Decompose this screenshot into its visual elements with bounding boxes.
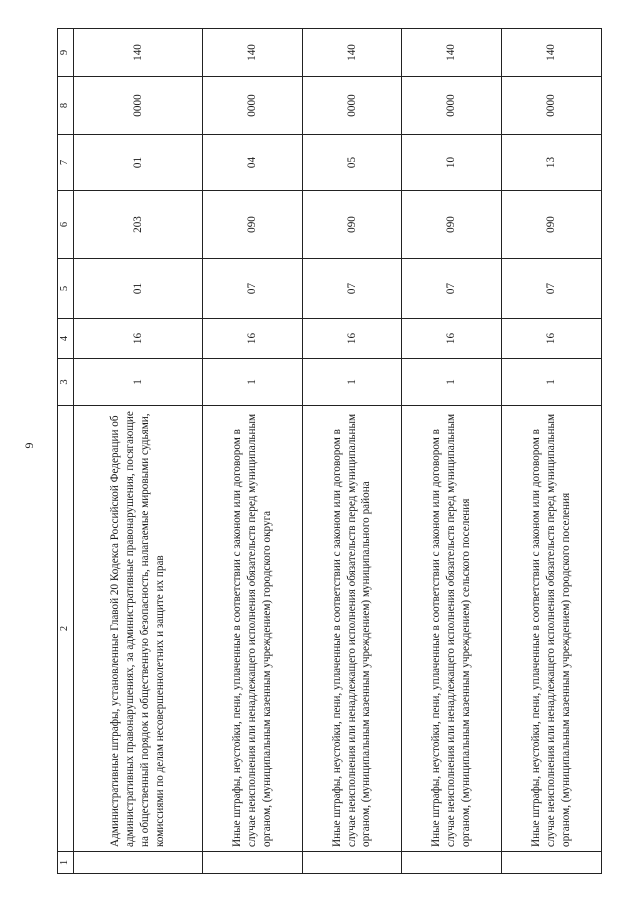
cell-col9: 140 [302,29,401,77]
table-header-row [58,29,74,874]
cell-col4: 16 [501,319,601,359]
cell-col3: 1 [203,359,302,406]
cell-col9: 140 [203,29,302,77]
cell-col3: 1 [302,359,401,406]
cell-col7: 01 [73,135,203,191]
cell-col6: 090 [302,191,401,259]
cell-col5: 07 [501,259,601,319]
cell-description: Иные штрафы, неустойки, пени, уплаченные в соответствии с законом или договором в случае неисполнения или ненадлежащего исполнения обязательств перед муниципальным органом, (муниципальным казенным учреждением) муниципального района [302,406,401,852]
cell-col1 [402,852,501,874]
table-row [203,29,302,874]
cell-col6: 090 [203,191,302,259]
cell-col7: 10 [402,135,501,191]
cell-description: Административные штрафы, установленные Главой 20 Кодекса Российской Федерации об административных правонарушениях, за административные правонарушения, посягающие на общественный порядок и общественную безопасность, налагаемые мировыми судьями, комиссиями по делам несовершеннолетних и защите их прав [73,406,203,852]
table-row [73,29,203,874]
cell-col9: 140 [73,29,203,77]
cell-col5: 07 [402,259,501,319]
cell-col8: 0000 [402,77,501,135]
cell-col7: 04 [203,135,302,191]
cell-col4: 16 [203,319,302,359]
header-cell: 4 [58,319,74,359]
cell-col5: 01 [73,259,203,319]
cell-col3: 1 [402,359,501,406]
header-cell: 1 [58,852,74,874]
cell-col5: 07 [203,259,302,319]
rotated-table-container [57,29,602,874]
cell-col7: 13 [501,135,601,191]
table-row [501,29,601,874]
cell-col9: 140 [501,29,601,77]
cell-col4: 16 [402,319,501,359]
cell-col3: 1 [501,359,601,406]
cell-col6: 090 [402,191,501,259]
header-cell: 7 [58,135,74,191]
header-cell: 9 [58,29,74,77]
cell-col4: 16 [302,319,401,359]
cell-description: Иные штрафы, неустойки, пени, уплаченные в соответствии с законом или договором в случае неисполнения или ненадлежащего исполнения обязательств перед муниципальным органом, (муниципальным казенным учреждением) сельского поселения [402,406,501,852]
header-cell: 3 [58,359,74,406]
cell-col1 [302,852,401,874]
budget-classification-table [57,28,602,874]
page-number: 6 [22,442,37,449]
cell-col8: 0000 [501,77,601,135]
cell-col1 [501,852,601,874]
cell-col1 [73,852,203,874]
header-cell: 2 [58,406,74,852]
cell-col4: 16 [73,319,203,359]
cell-col1 [203,852,302,874]
header-cell: 8 [58,77,74,135]
header-cell: 6 [58,191,74,259]
header-cell: 5 [58,259,74,319]
cell-col8: 0000 [203,77,302,135]
table-row [402,29,501,874]
cell-col7: 05 [302,135,401,191]
cell-col9: 140 [402,29,501,77]
cell-col8: 0000 [73,77,203,135]
cell-col8: 0000 [302,77,401,135]
cell-description: Иные штрафы, неустойки, пени, уплаченные в соответствии с законом или договором в случае неисполнения или ненадлежащего исполнения обязательств перед муниципальным органом, (муниципальным казенным учреждением) городского поселения [501,406,601,852]
cell-col6: 203 [73,191,203,259]
cell-col5: 07 [302,259,401,319]
table-row [302,29,401,874]
cell-col3: 1 [73,359,203,406]
cell-description: Иные штрафы, неустойки, пени, уплаченные в соответствии с законом или договором в случае неисполнения или ненадлежащего исполнения обязательств перед муниципальным органом, (муниципальным казенным учреждением) городского округа [203,406,302,852]
cell-col6: 090 [501,191,601,259]
